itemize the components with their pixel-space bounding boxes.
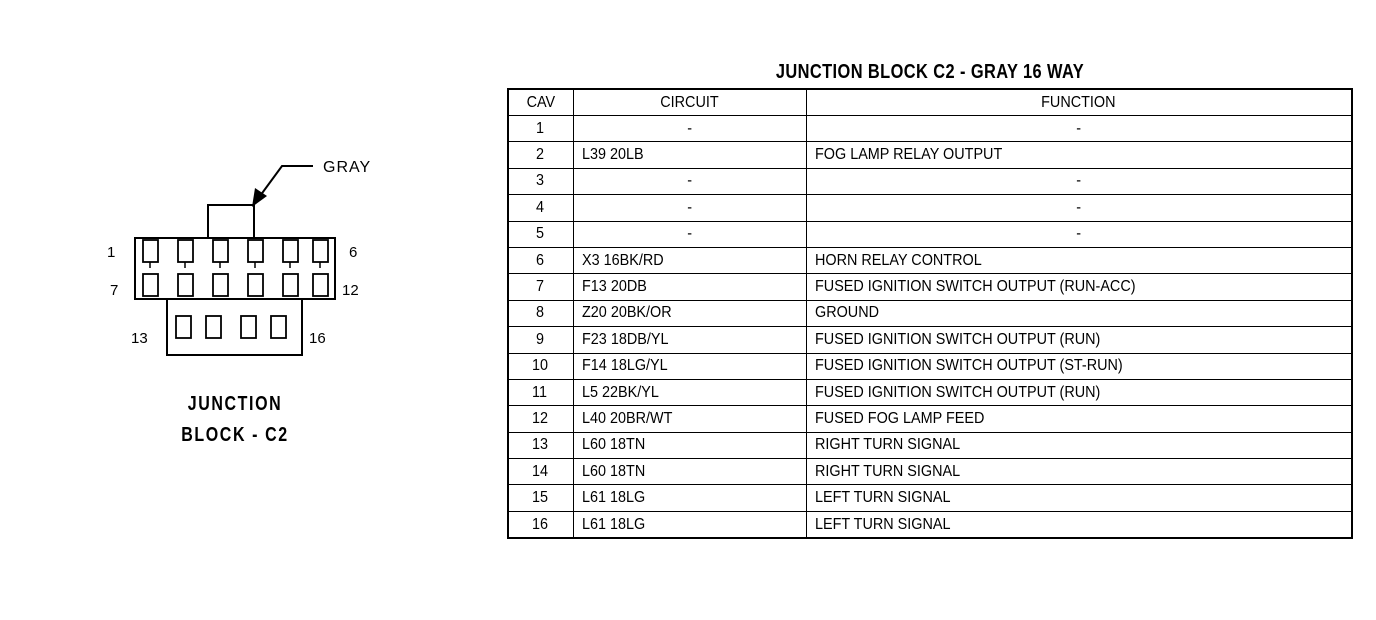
circuit-cell: - (573, 221, 806, 247)
cavity-11 (283, 274, 298, 296)
cavity-16 (271, 316, 286, 338)
cav-cell: 9 (508, 327, 573, 353)
circuit-cell: X3 16BK/RD (573, 247, 806, 273)
cavity-9 (213, 274, 228, 296)
table-row (508, 459, 1352, 485)
pin-label-12: 12 (342, 282, 359, 299)
function-cell: FUSED FOG LAMP FEED (806, 406, 1352, 432)
cavity-12 (313, 274, 328, 296)
circuit-cell: - (573, 168, 806, 194)
table-row (508, 116, 1352, 142)
table-row (508, 142, 1352, 168)
gray-leader-line (260, 166, 313, 196)
table-row (508, 300, 1352, 326)
table-row (508, 327, 1352, 353)
function-cell: FUSED IGNITION SWITCH OUTPUT (ST-RUN) (806, 353, 1352, 379)
cav-cell: 3 (508, 168, 573, 194)
pin-label-6: 6 (349, 244, 358, 261)
table-row (508, 406, 1352, 432)
cav-cell: 2 (508, 142, 573, 168)
function-cell: - (806, 116, 1352, 142)
function-cell: - (806, 168, 1352, 194)
cav-cell: 11 (508, 379, 573, 405)
pin-label-16: 16 (309, 330, 326, 347)
table-row (508, 168, 1352, 194)
pin-label-13: 13 (131, 330, 148, 347)
function-cell: FOG LAMP RELAY OUTPUT (806, 142, 1352, 168)
table-body (508, 116, 1352, 539)
table-row (508, 379, 1352, 405)
function-cell: RIGHT TURN SIGNAL (806, 459, 1352, 485)
circuit-cell: F13 20DB (573, 274, 806, 300)
cav-cell: 5 (508, 221, 573, 247)
connector-diagram (95, 150, 395, 460)
circuit-cell: L61 18LG (573, 485, 806, 511)
connector-caption-line2: BLOCK - C2 (181, 424, 289, 446)
function-cell: FUSED IGNITION SWITCH OUTPUT (RUN) (806, 379, 1352, 405)
circuit-cell: L39 20LB (573, 142, 806, 168)
cav-cell: 4 (508, 195, 573, 221)
function-cell: LEFT TURN SIGNAL (806, 511, 1352, 538)
table-header-row (508, 89, 1352, 116)
cav-cell: 6 (508, 247, 573, 273)
circuit-cell: - (573, 116, 806, 142)
table-row (508, 274, 1352, 300)
function-cell: GROUND (806, 300, 1352, 326)
table-row (508, 485, 1352, 511)
header-circuit: CIRCUIT (573, 89, 806, 116)
pinout-table (507, 88, 1353, 539)
table-row (508, 511, 1352, 538)
cavity-8 (178, 274, 193, 296)
cav-cell: 13 (508, 432, 573, 458)
connector-drawing (95, 150, 395, 390)
pin-label-1: 1 (107, 244, 116, 261)
circuit-cell: L61 18LG (573, 511, 806, 538)
circuit-cell: - (573, 195, 806, 221)
table-row (508, 221, 1352, 247)
cavity-5 (283, 240, 298, 262)
connector-latch (208, 205, 254, 238)
cavity-10 (248, 274, 263, 296)
cavity-2 (178, 240, 193, 262)
pin-label-7: 7 (110, 282, 119, 299)
circuit-cell: L40 20BR/WT (573, 406, 806, 432)
function-cell: LEFT TURN SIGNAL (806, 485, 1352, 511)
cavity-7 (143, 274, 158, 296)
cavity-group (143, 240, 328, 338)
cavity-13 (176, 316, 191, 338)
connector-caption-line1: JUNCTION (187, 393, 283, 415)
cav-cell: 7 (508, 274, 573, 300)
function-cell: - (806, 195, 1352, 221)
table-row (508, 195, 1352, 221)
cav-cell: 14 (508, 459, 573, 485)
table-row (508, 353, 1352, 379)
cav-cell: 15 (508, 485, 573, 511)
cavity-1 (143, 240, 158, 262)
circuit-cell: L60 18TN (573, 459, 806, 485)
circuit-cell: L5 22BK/YL (573, 379, 806, 405)
function-cell: - (806, 221, 1352, 247)
circuit-cell: F14 18LG/YL (573, 353, 806, 379)
cav-cell: 10 (508, 353, 573, 379)
connector-body-lower (167, 299, 302, 355)
cavity-3 (213, 240, 228, 262)
cavity-6 (313, 240, 328, 262)
cavity-15 (241, 316, 256, 338)
function-cell: RIGHT TURN SIGNAL (806, 432, 1352, 458)
cavity-14 (206, 316, 221, 338)
header-function: FUNCTION (806, 89, 1352, 116)
table-row (508, 432, 1352, 458)
table-title: JUNCTION BLOCK C2 - GRAY 16 WAY (775, 61, 1085, 83)
function-cell: FUSED IGNITION SWITCH OUTPUT (RUN-ACC) (806, 274, 1352, 300)
cav-cell: 8 (508, 300, 573, 326)
function-cell: HORN RELAY CONTROL (806, 247, 1352, 273)
function-cell: FUSED IGNITION SWITCH OUTPUT (RUN) (806, 327, 1352, 353)
circuit-cell: Z20 20BK/OR (573, 300, 806, 326)
cav-cell: 12 (508, 406, 573, 432)
gray-color-label: GRAY (323, 159, 372, 176)
table-row (508, 247, 1352, 273)
header-cav: CAV (508, 89, 573, 116)
cavity-4 (248, 240, 263, 262)
cav-cell: 16 (508, 511, 573, 538)
connector-body-upper (135, 238, 335, 299)
circuit-cell: L60 18TN (573, 432, 806, 458)
cav-cell: 1 (508, 116, 573, 142)
circuit-cell: F23 18DB/YL (573, 327, 806, 353)
